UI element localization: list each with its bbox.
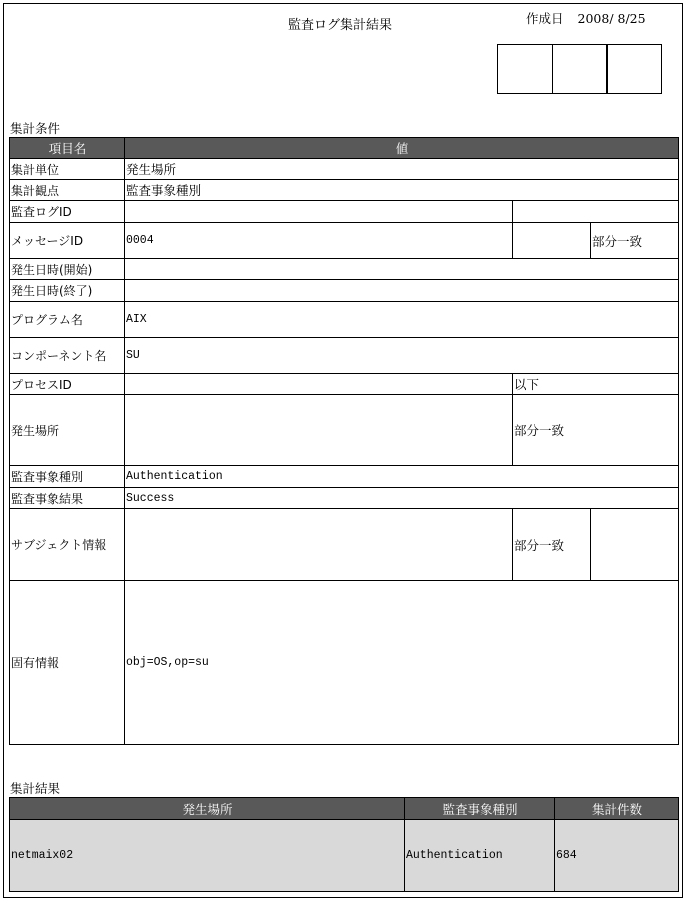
table-row (10, 509, 679, 581)
header-location: 発生場所 (10, 798, 405, 820)
row-extra: 以下 (513, 374, 679, 395)
row-value: Authentication (125, 466, 679, 488)
row-label: 固有情報 (10, 581, 125, 745)
header-count: 集計件数 (555, 798, 679, 820)
row-extra (513, 201, 679, 223)
row-value: SU (125, 338, 679, 374)
match-mode: 部分一致 (513, 395, 679, 466)
table-row (10, 280, 679, 302)
cell-count: 684 (555, 820, 679, 892)
row-label: 監査事象結果 (10, 488, 125, 509)
row-label: 監査事象種別 (10, 466, 125, 488)
stamp-box (497, 44, 553, 94)
row-label: 発生日時(開始) (10, 259, 125, 280)
stamp-box (606, 44, 662, 94)
table-row (10, 201, 679, 223)
results-section-label: 集計結果 (10, 781, 61, 796)
row-value: AIX (125, 302, 679, 338)
row-value (125, 280, 679, 302)
header-event-type: 監査事象種別 (405, 798, 555, 820)
table-row (10, 395, 679, 466)
table-row (10, 820, 679, 892)
match-mode: 部分一致 (591, 223, 679, 259)
row-label: 集計単位 (10, 159, 125, 180)
row-label: メッセージID (10, 223, 125, 259)
row-value (125, 374, 513, 395)
table-row (10, 466, 679, 488)
row-label: 発生日時(終了) (10, 280, 125, 302)
table-row (10, 159, 679, 180)
table-row (10, 338, 679, 374)
row-label: 発生場所 (10, 395, 125, 466)
table-row (10, 223, 679, 259)
header-value: 値 (125, 138, 679, 159)
match-mode: 部分一致 (513, 509, 591, 581)
approval-stamp-boxes (497, 44, 662, 94)
row-label: 監査ログID (10, 201, 125, 223)
table-row (10, 374, 679, 395)
row-label: 集計観点 (10, 180, 125, 201)
row-label: プロセスID (10, 374, 125, 395)
created-date-line (526, 9, 646, 27)
row-value: 監査事象種別 (125, 180, 679, 201)
table-row (10, 259, 679, 280)
row-label: サブジェクト情報 (10, 509, 125, 581)
results-table (9, 797, 679, 892)
conditions-section-label: 集計条件 (10, 121, 61, 136)
row-value (125, 395, 513, 466)
created-label: 作成日 (526, 11, 564, 26)
row-extra (591, 509, 679, 581)
row-extra (513, 223, 591, 259)
table-row (10, 488, 679, 509)
table-row (10, 302, 679, 338)
row-value: 発生場所 (125, 159, 679, 180)
conditions-table (9, 137, 679, 745)
row-value (125, 509, 513, 581)
row-value: obj=OS,op=su (125, 581, 679, 745)
header-item-name: 項目名 (10, 138, 125, 159)
report-title: 監査ログ集計結果 (288, 18, 393, 33)
row-label: プログラム名 (10, 302, 125, 338)
table-row (10, 180, 679, 201)
row-value (125, 201, 513, 223)
cell-location: netmaix02 (10, 820, 405, 892)
created-date: 2008/ 8/25 (577, 11, 646, 26)
row-value (125, 259, 679, 280)
table-row (10, 581, 679, 745)
cell-event-type: Authentication (405, 820, 555, 892)
row-value: 0004 (125, 223, 513, 259)
row-value: Success (125, 488, 679, 509)
stamp-box (552, 44, 608, 94)
row-label: コンポーネント名 (10, 338, 125, 374)
